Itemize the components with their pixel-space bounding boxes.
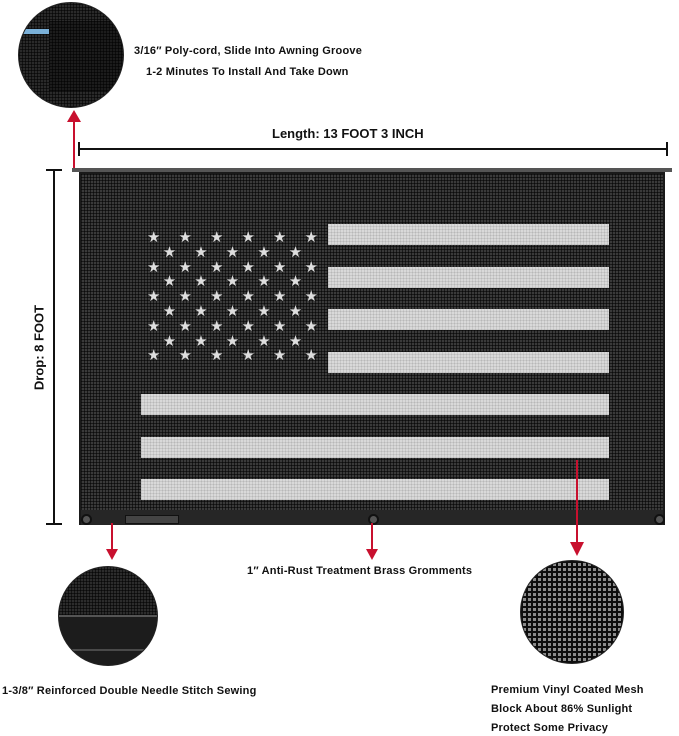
grommet-callout: 1″ Anti-Rust Treatment Brass Gromments: [247, 565, 473, 577]
stripe-4: [328, 352, 609, 373]
stripe-3: [328, 309, 609, 330]
flag-star: ★: [273, 317, 287, 335]
length-dimension-line: [77, 141, 671, 157]
flag-star: ★: [147, 317, 161, 335]
stitch-line: [59, 615, 157, 617]
star-field: [147, 230, 327, 370]
polycord-hem: [49, 21, 124, 91]
flag-star: ★: [241, 347, 255, 365]
flag-star: ★: [241, 288, 255, 306]
flag-star: ★: [241, 317, 255, 335]
flag-star: ★: [288, 303, 303, 320]
flag-star: ★: [147, 229, 161, 246]
flag-star: ★: [225, 332, 240, 350]
flag-star: ★: [210, 258, 224, 276]
flag-star: ★: [178, 258, 192, 276]
flag-star: ★: [304, 229, 318, 246]
flag-star: ★: [194, 332, 208, 350]
mesh-callout-line3: Protect Some Privacy: [491, 722, 609, 734]
mesh-arrow: [568, 458, 586, 558]
stitch-callout: 1-3/8″ Reinforced Double Needle Stitch Sewing: [2, 685, 257, 697]
flag-star: ★: [257, 332, 271, 350]
flag-star: ★: [210, 288, 224, 306]
flag-star: ★: [241, 258, 255, 276]
flag-star: ★: [304, 347, 318, 365]
flag-star: ★: [288, 243, 303, 261]
flag-star: ★: [162, 243, 177, 261]
drop-dimension-line: [44, 168, 64, 528]
polycord-detail-circle: [18, 2, 124, 108]
flag-star: ★: [257, 243, 271, 261]
flag-star: ★: [241, 229, 255, 246]
flag-star: ★: [273, 347, 287, 365]
flag-star: ★: [257, 273, 271, 291]
grommet-left: [81, 514, 92, 525]
flag-star: ★: [210, 229, 224, 246]
flag-star: ★: [225, 273, 240, 291]
polycord-callout-line1: 3/16″ Poly-cord, Slide Into Awning Groove: [134, 45, 363, 57]
stripe-5: [141, 394, 609, 415]
flag-star: ★: [304, 258, 318, 276]
flag-star: ★: [225, 303, 240, 320]
stitch-mesh-area: [59, 567, 157, 615]
grommet-right: [654, 514, 665, 525]
flag-star: ★: [178, 288, 192, 306]
flag-star: ★: [194, 243, 208, 261]
flag-star: ★: [210, 347, 224, 365]
flag-star: ★: [162, 303, 177, 320]
stripe-6: [141, 437, 609, 458]
flag-star: ★: [304, 288, 318, 306]
mesh-detail-circle: [520, 560, 624, 664]
flag-star: ★: [288, 332, 303, 350]
flag-star: ★: [257, 303, 271, 320]
flag-star: ★: [225, 243, 240, 261]
flag-star: ★: [147, 288, 161, 306]
flag-star: ★: [147, 347, 161, 365]
flag-star: ★: [162, 273, 177, 291]
mesh-callout-line2: Block About 86% Sunlight: [491, 703, 633, 715]
stitch-line-2: [59, 649, 157, 651]
stripe-7: [141, 479, 609, 500]
grommet-arrow: [364, 521, 380, 561]
stripe-1: [328, 224, 609, 245]
stitch-arrow: [104, 521, 120, 561]
stitch-detail-circle: [58, 566, 158, 666]
flag-star: ★: [288, 273, 303, 291]
brand-tag: [125, 515, 179, 524]
flag-star: ★: [273, 288, 287, 306]
stripe-2: [328, 267, 609, 288]
flag-star: ★: [273, 258, 287, 276]
length-label: Length: 13 FOOT 3 INCH: [272, 126, 424, 141]
flag-star: ★: [304, 317, 318, 335]
flag-star: ★: [178, 347, 192, 365]
flag-star: ★: [210, 317, 224, 335]
flag-star: ★: [178, 229, 192, 246]
flag-star: ★: [194, 303, 208, 320]
mesh-callout-line1: Premium Vinyl Coated Mesh: [491, 684, 644, 696]
flag-star: ★: [162, 332, 177, 350]
flag-star: ★: [273, 229, 287, 246]
drop-label: Drop: 8 FOOT: [31, 304, 47, 391]
flag-star: ★: [194, 273, 208, 291]
flag-star: ★: [178, 317, 192, 335]
polycord-callout-line2: 1-2 Minutes To Install And Take Down: [146, 66, 349, 78]
flag-star: ★: [147, 258, 161, 276]
